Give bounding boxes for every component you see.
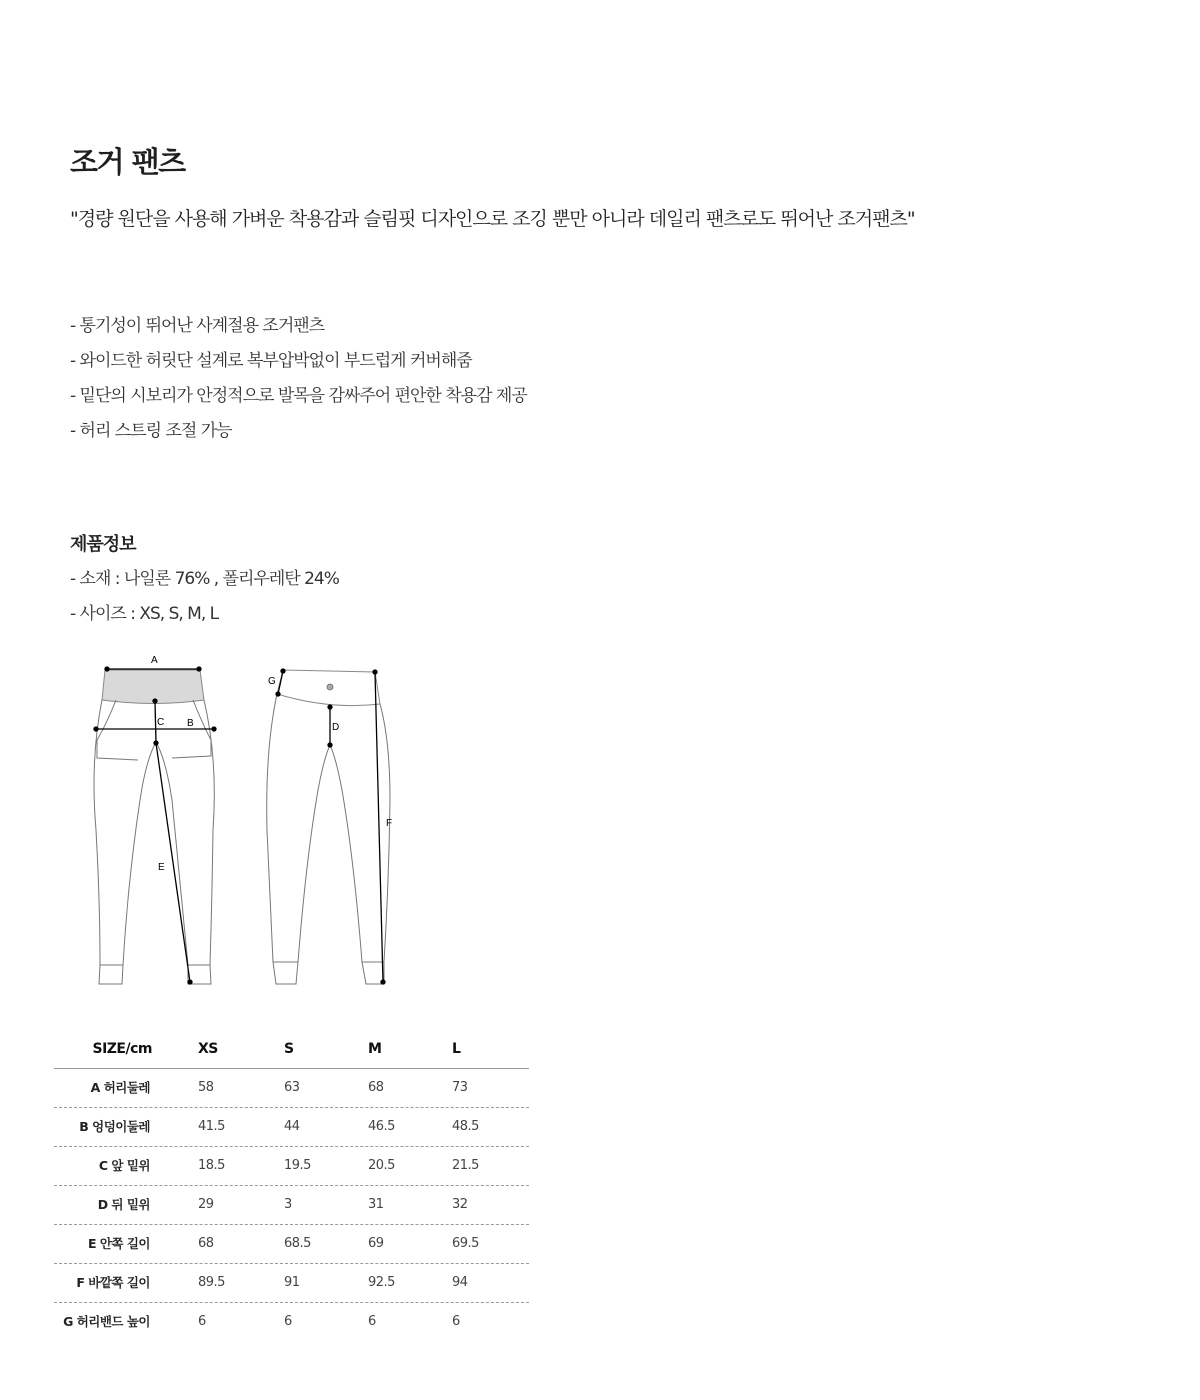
table-cell: 18.5 bbox=[198, 1158, 225, 1173]
table-row bbox=[54, 1186, 529, 1225]
table-row bbox=[54, 1147, 529, 1186]
table-cell: 29 bbox=[198, 1197, 214, 1212]
row-label: D 뒤 밑위 bbox=[97, 1197, 150, 1212]
table-cell: 58 bbox=[198, 1080, 214, 1095]
measure-point bbox=[153, 699, 157, 703]
back-outline bbox=[267, 694, 393, 984]
header-size-unit: SIZE/cm bbox=[92, 1041, 152, 1057]
table-row bbox=[54, 1225, 529, 1264]
pants-measurement-diagram bbox=[80, 650, 420, 995]
header-size-m: M bbox=[368, 1041, 382, 1057]
table-cell: 41.5 bbox=[198, 1119, 225, 1134]
row-label: A 허리둘레 bbox=[90, 1080, 150, 1095]
table-cell: 6 bbox=[284, 1314, 292, 1329]
label-d: D bbox=[332, 722, 340, 733]
table-cell: 69 bbox=[368, 1236, 384, 1251]
label-g: G bbox=[268, 676, 276, 687]
feature-item: - 와이드한 허릿단 설계로 복부압박없이 부드럽게 커버해줌 bbox=[70, 351, 472, 371]
product-tagline: "경량 원단을 사용해 가벼운 착용감과 슬림핏 디자인으로 조깅 뿐만 아니라 데일리 팬츠로도 뛰어난 조거팬츠" bbox=[70, 208, 915, 230]
header-size-l: L bbox=[452, 1041, 461, 1057]
measure-point bbox=[212, 727, 216, 731]
product-info-list bbox=[70, 566, 339, 636]
product-info-title: 제품정보 bbox=[70, 534, 136, 555]
table-cell: 32 bbox=[452, 1197, 468, 1212]
back-measure-lines bbox=[276, 669, 385, 984]
row-label: G 허리밴드 높이 bbox=[63, 1314, 150, 1329]
material-info: - 소재 : 나일론 76% , 폴리우레탄 24% bbox=[70, 569, 339, 589]
table-cell: 69.5 bbox=[452, 1236, 479, 1251]
label-a: A bbox=[151, 655, 158, 666]
table-cell: 3 bbox=[284, 1197, 292, 1212]
table-cell: 19.5 bbox=[284, 1158, 311, 1173]
feature-item: - 허리 스트링 조절 가능 bbox=[70, 421, 232, 441]
label-f: F bbox=[386, 818, 393, 829]
table-cell: 6 bbox=[198, 1314, 206, 1329]
product-title: 조거 팬츠 bbox=[70, 145, 185, 179]
measure-point bbox=[188, 980, 192, 984]
table-cell: 68 bbox=[368, 1080, 384, 1095]
label-e: E bbox=[158, 862, 165, 873]
table-row bbox=[54, 1108, 529, 1147]
header-size-s: S bbox=[284, 1041, 294, 1057]
row-label: C 앞 밑위 bbox=[98, 1158, 150, 1173]
measure-point bbox=[381, 980, 385, 984]
measure-line-f bbox=[375, 672, 383, 982]
table-cell: 73 bbox=[452, 1080, 468, 1095]
measure-point bbox=[105, 667, 109, 671]
size-table-header bbox=[54, 1030, 529, 1069]
table-cell: 6 bbox=[368, 1314, 376, 1329]
table-row bbox=[54, 1069, 529, 1108]
row-label: F 바깥쪽 길이 bbox=[76, 1275, 150, 1290]
feature-list bbox=[70, 313, 527, 453]
front-left-pocket bbox=[97, 700, 138, 760]
feature-item: - 통기성이 뛰어난 사계절용 조거팬츠 bbox=[70, 316, 325, 336]
pants-back-view bbox=[267, 670, 393, 984]
header-size-xs: XS bbox=[198, 1041, 218, 1057]
table-row bbox=[54, 1303, 529, 1341]
measure-point bbox=[276, 692, 280, 696]
size-info: - 사이즈 : XS, S, M, L bbox=[70, 604, 219, 624]
label-b: B bbox=[187, 718, 194, 729]
pants-front-view bbox=[94, 670, 214, 984]
back-button-icon bbox=[327, 684, 333, 690]
feature-item: - 밑단의 시보리가 안정적으로 발목을 감싸주어 편안한 착용감 제공 bbox=[70, 386, 527, 406]
measure-point bbox=[373, 670, 377, 674]
table-cell: 94 bbox=[452, 1275, 468, 1290]
table-cell: 89.5 bbox=[198, 1275, 225, 1290]
table-cell: 68 bbox=[198, 1236, 214, 1251]
front-measure-lines bbox=[94, 667, 216, 984]
label-c: C bbox=[157, 717, 165, 728]
table-cell: 91 bbox=[284, 1275, 300, 1290]
table-cell: 31 bbox=[368, 1197, 384, 1212]
table-cell: 68.5 bbox=[284, 1236, 311, 1251]
table-cell: 48.5 bbox=[452, 1119, 479, 1134]
measure-point bbox=[197, 667, 201, 671]
measure-line-c bbox=[155, 701, 156, 743]
measure-point bbox=[94, 727, 98, 731]
table-cell: 21.5 bbox=[452, 1158, 479, 1173]
measure-point bbox=[328, 743, 332, 747]
table-cell: 44 bbox=[284, 1119, 300, 1134]
table-cell: 20.5 bbox=[368, 1158, 395, 1173]
table-cell: 63 bbox=[284, 1080, 300, 1095]
size-table bbox=[54, 1030, 529, 1341]
measure-point bbox=[328, 705, 332, 709]
measure-point bbox=[281, 669, 285, 673]
table-cell: 92.5 bbox=[368, 1275, 395, 1290]
row-label: B 엉덩이둘레 bbox=[79, 1119, 150, 1134]
table-row bbox=[54, 1264, 529, 1303]
table-cell: 6 bbox=[452, 1314, 460, 1329]
row-label: E 안쪽 길이 bbox=[87, 1236, 150, 1251]
table-cell: 46.5 bbox=[368, 1119, 395, 1134]
front-waistband bbox=[102, 670, 204, 704]
